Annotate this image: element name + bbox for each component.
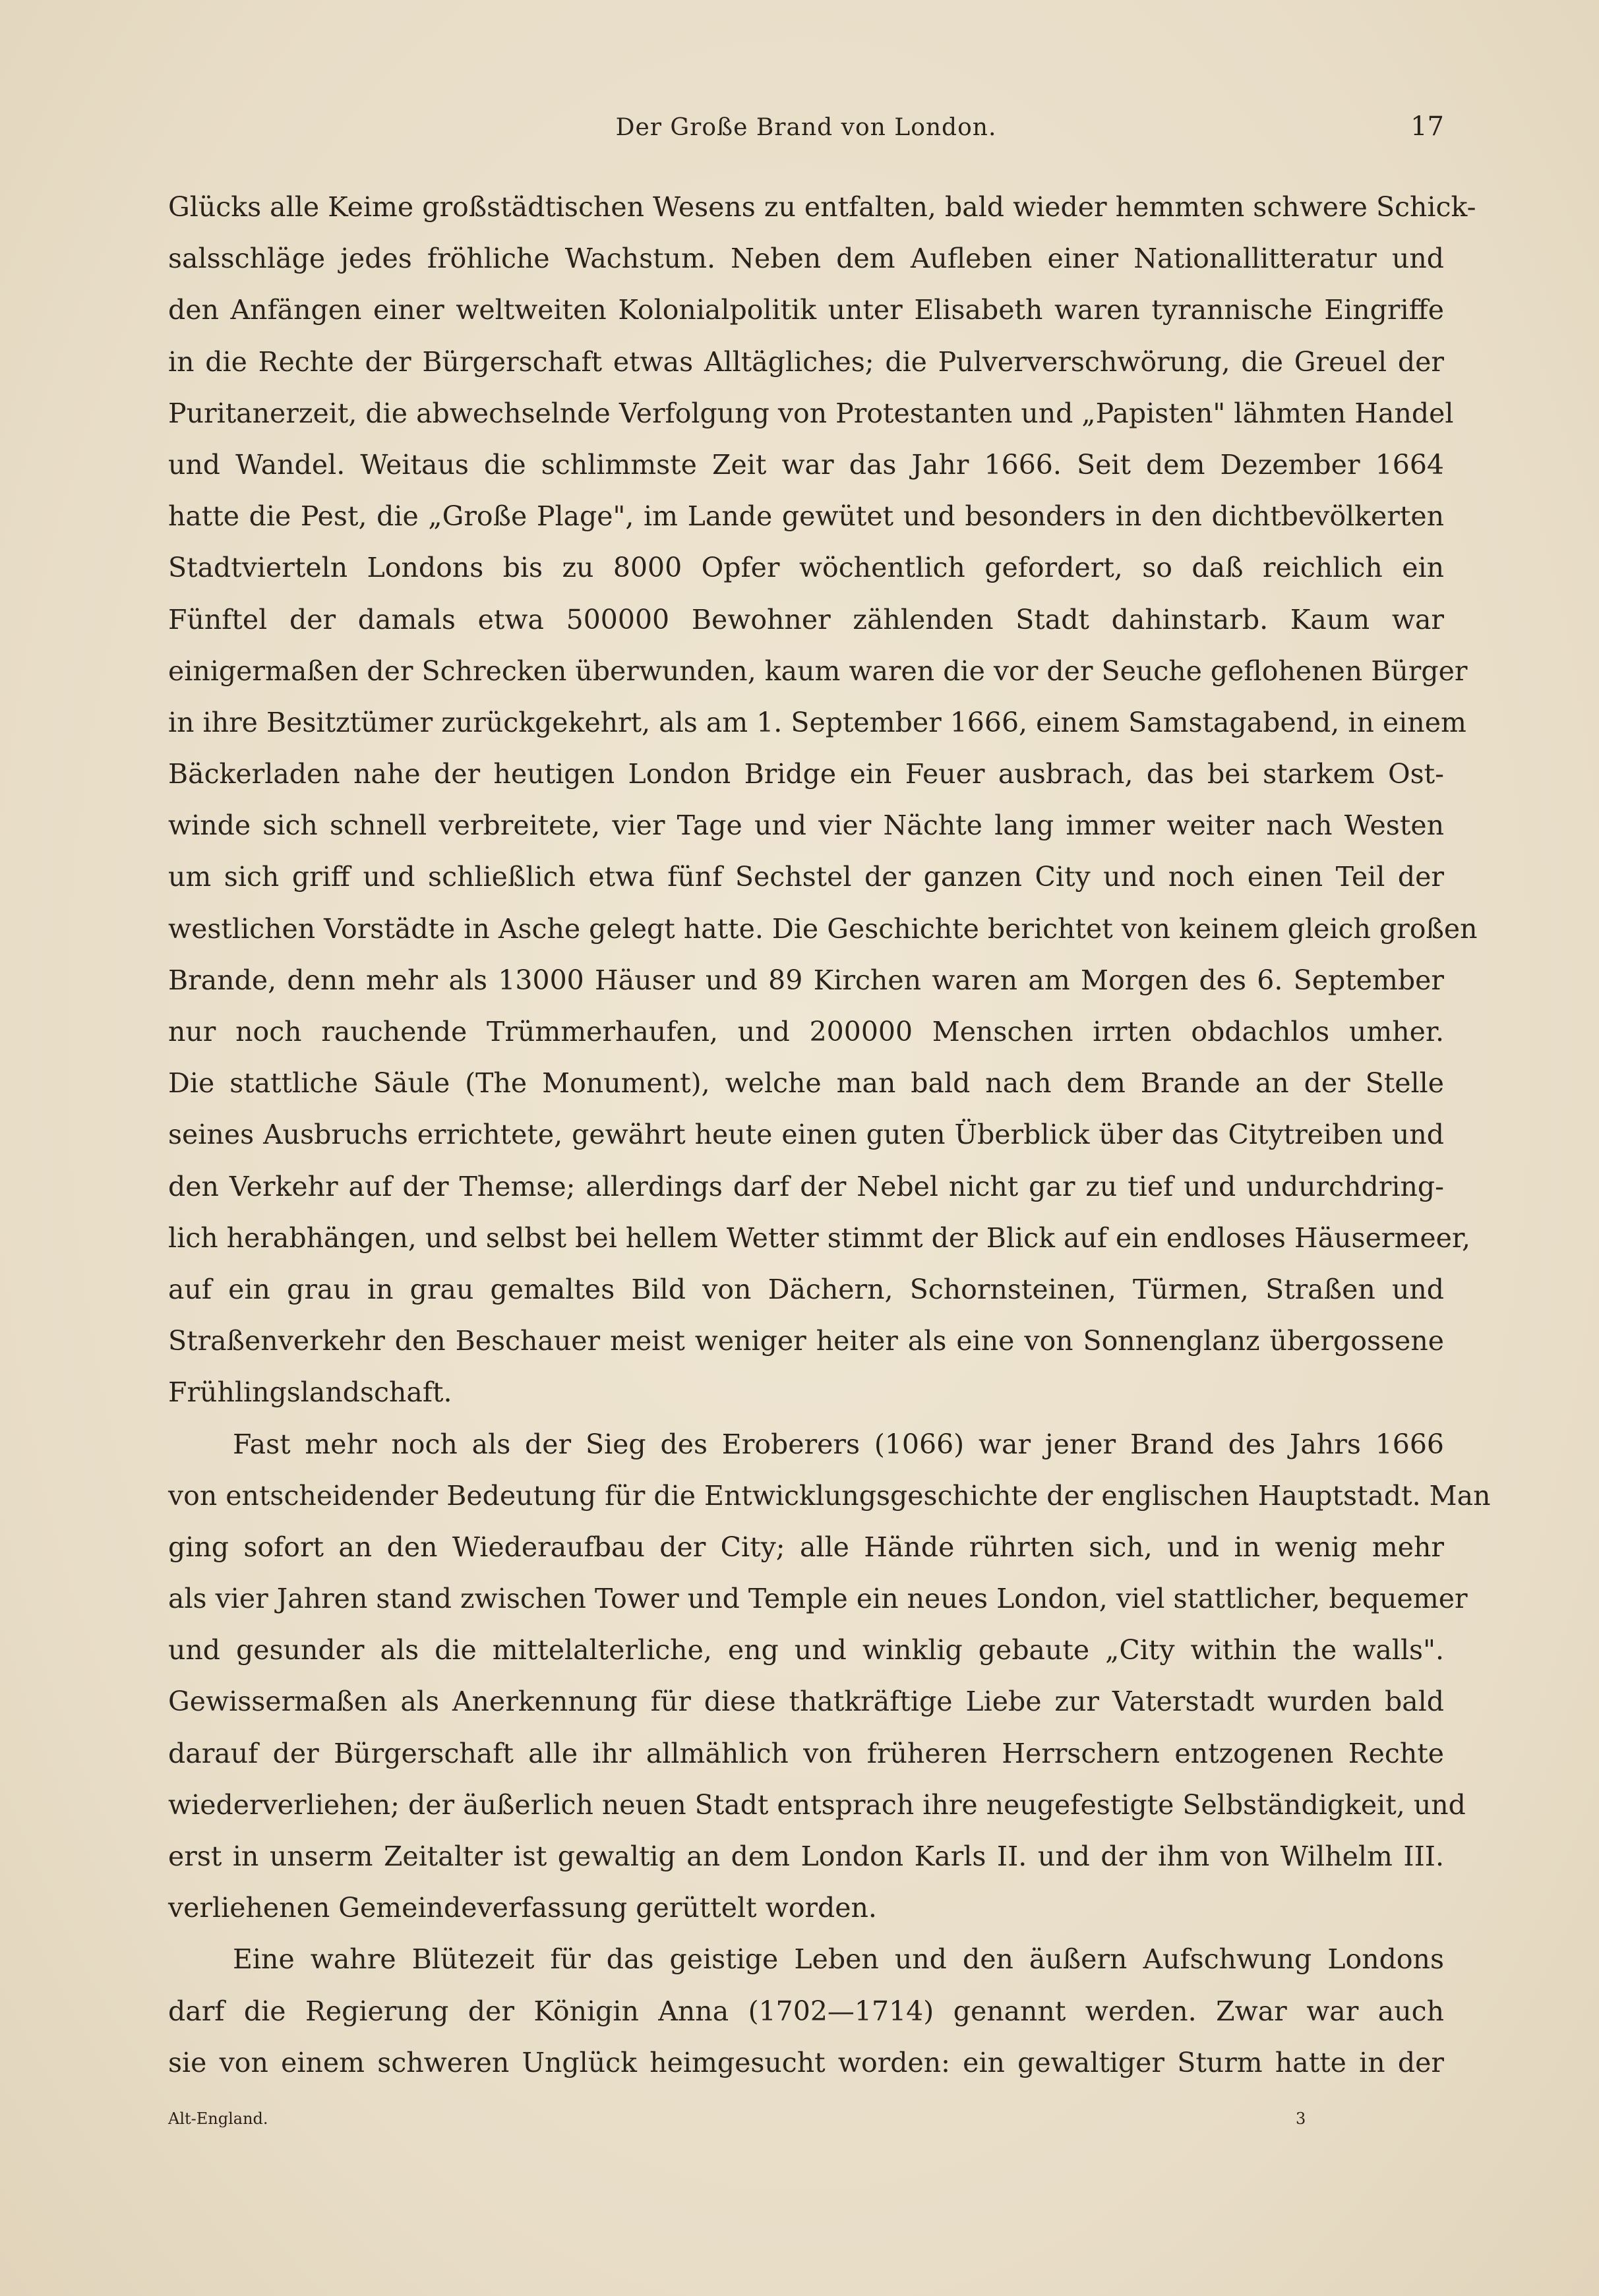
text-line: winde sich schnell verbreitete, vier Tage und vier Nächte lang immer weiter nach Westen [168, 809, 1444, 842]
running-head [168, 109, 1444, 148]
text-line: den Anfängen einer weltweiten Kolonialpolitik unter Elisabeth waren tyrannische Eingriffe [168, 294, 1444, 326]
text-line: westlichen Vorstädte in Asche gelegt hatte. Die Geschichte berichtet von keinem gleich großen [168, 912, 1478, 945]
text-line: ging sofort an den Wiederaufbau der City; alle Hände rührten sich, und in wenig mehr [168, 1531, 1444, 1563]
text-line: Straßenverkehr den Beschauer meist weniger heiter als eine von Sonnenglanz übergossene [168, 1325, 1444, 1357]
text-line: einigermaßen der Schrecken überwunden, kaum waren die vor der Seuche geflohenen Bürger [168, 655, 1468, 687]
text-line: salsschläge jedes fröhliche Wachstum. Neben dem Aufleben einer Nationallitteratur und [168, 243, 1444, 275]
text-line: verliehenen Gemeindeverfassung gerüttelt worden. [168, 1892, 877, 1924]
text-line: Fast mehr noch als der Sieg des Eroberers (1066) war jener Brand des Jahrs 1666 [233, 1428, 1444, 1460]
text-line: in die Rechte der Bürgerschaft etwas Alltägliches; die Pulververschwörung, die Greuel der [168, 345, 1444, 378]
paragraph-1 [168, 181, 1478, 1419]
text-line: Brande, denn mehr als 13000 Häuser und 89 Kirchen waren am Morgen des 6. September [168, 964, 1444, 996]
signature-number: 3 [1296, 2109, 1306, 2128]
footer [168, 2109, 1444, 2136]
text-line: um sich griff und schließlich etwa fünf Sechstel der ganzen City und noch einen Teil der [168, 861, 1444, 893]
text-line: Eine wahre Blütezeit für das geistige Leben und den äußern Aufschwung Londons [233, 1943, 1444, 1976]
text-line: Stadtvierteln Londons bis zu 8000 Opfer wöchentlich gefordert, so daß reichlich ein [168, 552, 1444, 584]
text-line: darauf der Bürgerschaft alle ihr allmählich von früheren Herrschern entzogenen Rechte [168, 1737, 1444, 1769]
text-line: darf die Regierung der Königin Anna (1702—1714) genannt werden. Zwar war auch [168, 1995, 1444, 2027]
text-line: Glücks alle Keime großstädtischen Wesens zu entfalten, bald wieder hemmten schwere Schick- [168, 191, 1476, 223]
text-line: von entscheidender Bedeutung für die Entwicklungsgeschichte der englischen Hauptstadt. Man [168, 1479, 1491, 1512]
text-line: und Wandel. Weitaus die schlimmste Zeit war das Jahr 1666. Seit dem Dezember 1664 [168, 448, 1444, 481]
text-line: Frühlingslandschaft. [168, 1376, 452, 1409]
text-line: Gewissermaßen als Anerkennung für diese thatkräftige Liebe zur Vaterstadt wurden bald [168, 1686, 1444, 1718]
paragraph-3 [168, 1933, 1444, 2088]
text-line: erst in unserm Zeitalter ist gewaltig an dem London Karls II. und der ihm von Wilhelm III. [168, 1840, 1444, 1872]
text-line: seines Ausbruchs errichtete, gewährt heute einen guten Überblick über das Citytreiben und [168, 1119, 1444, 1151]
text-line: Die stattliche Säule (The Monument), welche man bald nach dem Brande an der Stelle [168, 1067, 1444, 1100]
text-line: wiederverliehen; der äußerlich neuen Stadt entsprach ihre neugefestigte Selbständigkeit, und [168, 1788, 1466, 1821]
text-line: hatte die Pest, die „Große Plage", im Lande gewütet und besonders in den dichtbevölkerten [168, 500, 1444, 533]
body-text [168, 181, 1491, 2088]
signature-mark: Alt-England. [168, 2109, 268, 2128]
text-line: sie von einem schweren Unglück heimgesucht worden: ein gewaltiger Sturm hatte in der [168, 2046, 1444, 2078]
text-line: Puritanerzeit, die abwechselnde Verfolgung von Protestanten und „Papisten" lähmten Handel [168, 397, 1454, 429]
page-number: 17 [1410, 111, 1444, 142]
text-line: den Verkehr auf der Themse; allerdings darf der Nebel nicht gar zu tief und undurchdring- [168, 1170, 1444, 1202]
text-line: lich herabhängen, und selbst bei hellem Wetter stimmt der Blick auf ein endloses Häusermeer, [168, 1222, 1470, 1254]
paragraph-2 [168, 1419, 1491, 1934]
text-line: auf ein grau in grau gemaltes Bild von Dächern, Schornsteinen, Türmen, Straßen und [168, 1273, 1444, 1305]
text-line: in ihre Besitztümer zurückgekehrt, als am 1. September 1666, einem Samstagabend, in einem [168, 706, 1466, 738]
text-line: Bäckerladen nahe der heutigen London Bridge ein Feuer ausbrach, das bei starkem Ost- [168, 758, 1444, 790]
text-line: nur noch rauchende Trümmerhaufen, und 200000 Menschen irrten obdachlos umher. [168, 1016, 1444, 1047]
text-line: Fünftel der damals etwa 500000 Bewohner zählenden Stadt dahinstarb. Kaum war [168, 603, 1444, 635]
text-line: und gesunder als die mittelalterliche, eng und winklig gebaute „City within the walls". [168, 1634, 1444, 1666]
text-line: als vier Jahren stand zwischen Tower und Temple ein neues London, viel stattlicher, bequemer [168, 1583, 1468, 1615]
running-title: Der Große Brand von London. [615, 114, 997, 141]
